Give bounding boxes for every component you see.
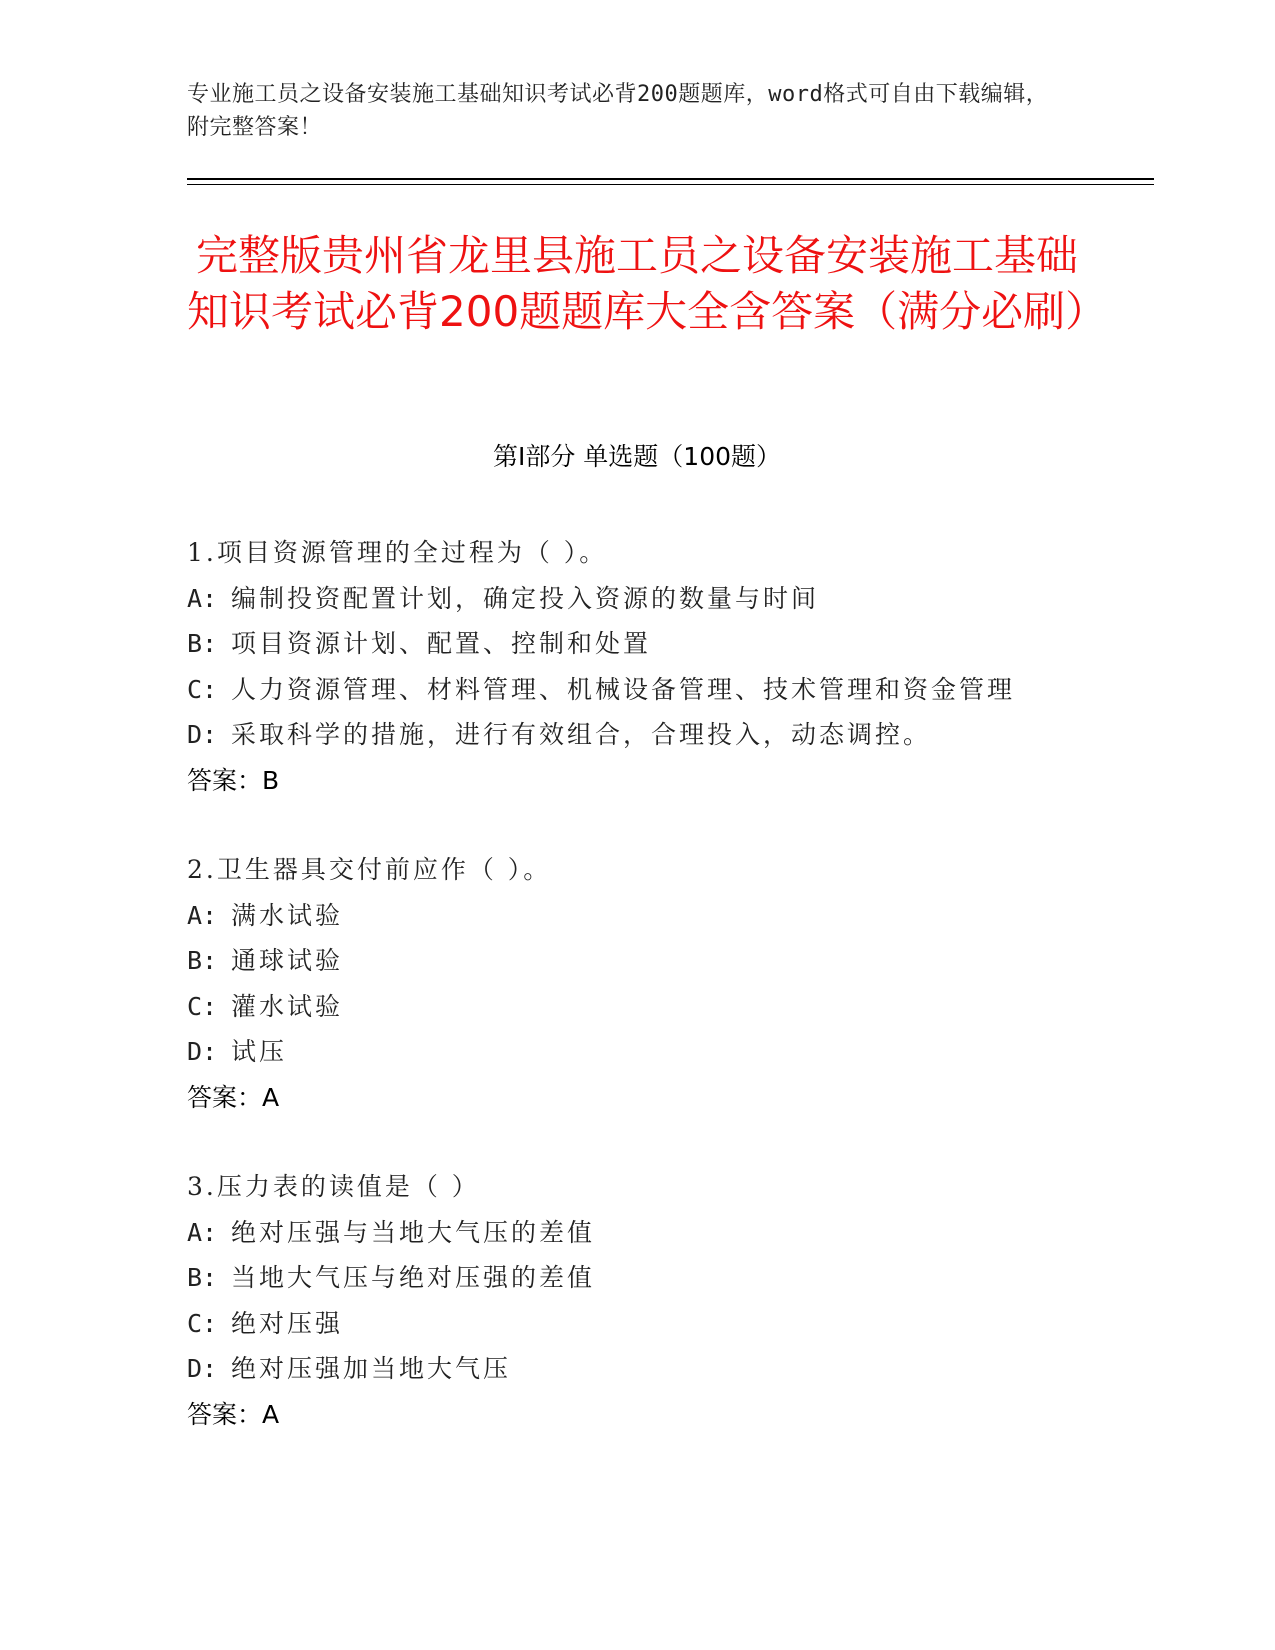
- option-label: A:: [187, 1217, 218, 1247]
- answer: 答案：B: [187, 765, 280, 795]
- header-rule-thin: [187, 184, 1154, 185]
- option-text: 编制投资配置计划，确定投入资源的数量与时间: [231, 583, 820, 613]
- question-stem: 3.压力表的读值是（ ）: [187, 1172, 480, 1201]
- option-text: 绝对压强与当地大气压的差值: [231, 1217, 596, 1247]
- question-stem: 2.卫生器具交付前应作（ ）。: [187, 855, 552, 884]
- option-label: D:: [187, 1354, 218, 1383]
- answer: 答案：A: [187, 1082, 280, 1112]
- option-label: B:: [187, 629, 218, 658]
- option-d: [187, 1346, 1147, 1392]
- question-3: [187, 1164, 1147, 1437]
- option-b: [187, 621, 1147, 667]
- option-text: 人力资源管理、材料管理、机械设备管理、技术管理和资金管理: [231, 674, 1016, 704]
- option-b: [187, 1255, 1147, 1301]
- option-label: C:: [187, 991, 218, 1021]
- question-stem: 1.项目资源管理的全过程为（ ）。: [187, 538, 608, 567]
- option-label: B:: [187, 1263, 218, 1292]
- option-text: 绝对压强: [231, 1308, 344, 1338]
- option-c: [187, 667, 1147, 713]
- question-2: [187, 847, 1147, 1120]
- option-a: [187, 1210, 1147, 1256]
- option-label: A:: [187, 900, 218, 930]
- question-list: [187, 530, 1147, 1481]
- option-text: 当地大气压与绝对压强的差值: [231, 1263, 596, 1292]
- header-rule-thick: [187, 178, 1154, 180]
- option-label: D:: [187, 720, 218, 749]
- option-text: 灌水试验: [231, 991, 344, 1021]
- option-c: [187, 1301, 1147, 1347]
- option-text: 绝对压强加当地大气压: [231, 1354, 512, 1383]
- option-label: B:: [187, 946, 218, 975]
- option-a: [187, 893, 1147, 939]
- option-text: 通球试验: [231, 946, 344, 975]
- option-c: [187, 984, 1147, 1030]
- section-heading: 第I部分 单选题（100题）: [492, 442, 782, 471]
- question-1: [187, 530, 1147, 803]
- answer: 答案：A: [187, 1399, 280, 1429]
- option-text: 满水试验: [231, 900, 344, 930]
- option-d: [187, 1029, 1147, 1075]
- header-note: 专业施工员之设备安装施工基础知识考试必背200题题库，word格式可自由下载编辑，附完整答案！: [187, 82, 1049, 140]
- option-b: [187, 938, 1147, 984]
- option-label: C:: [187, 674, 218, 704]
- document-title: 完整版贵州省龙里县施工员之设备安装施工基础知识考试必背200题题库大全含答案（满分必刷）: [187, 231, 1108, 336]
- option-text: 采取科学的措施，进行有效组合，合理投入，动态调控。: [231, 720, 932, 749]
- option-label: A:: [187, 583, 218, 613]
- option-label: C:: [187, 1308, 218, 1338]
- option-label: D:: [187, 1037, 218, 1066]
- option-text: 项目资源计划、配置、控制和处置: [231, 629, 652, 658]
- option-a: [187, 576, 1147, 622]
- option-text: 试压: [231, 1037, 288, 1066]
- option-d: [187, 712, 1147, 758]
